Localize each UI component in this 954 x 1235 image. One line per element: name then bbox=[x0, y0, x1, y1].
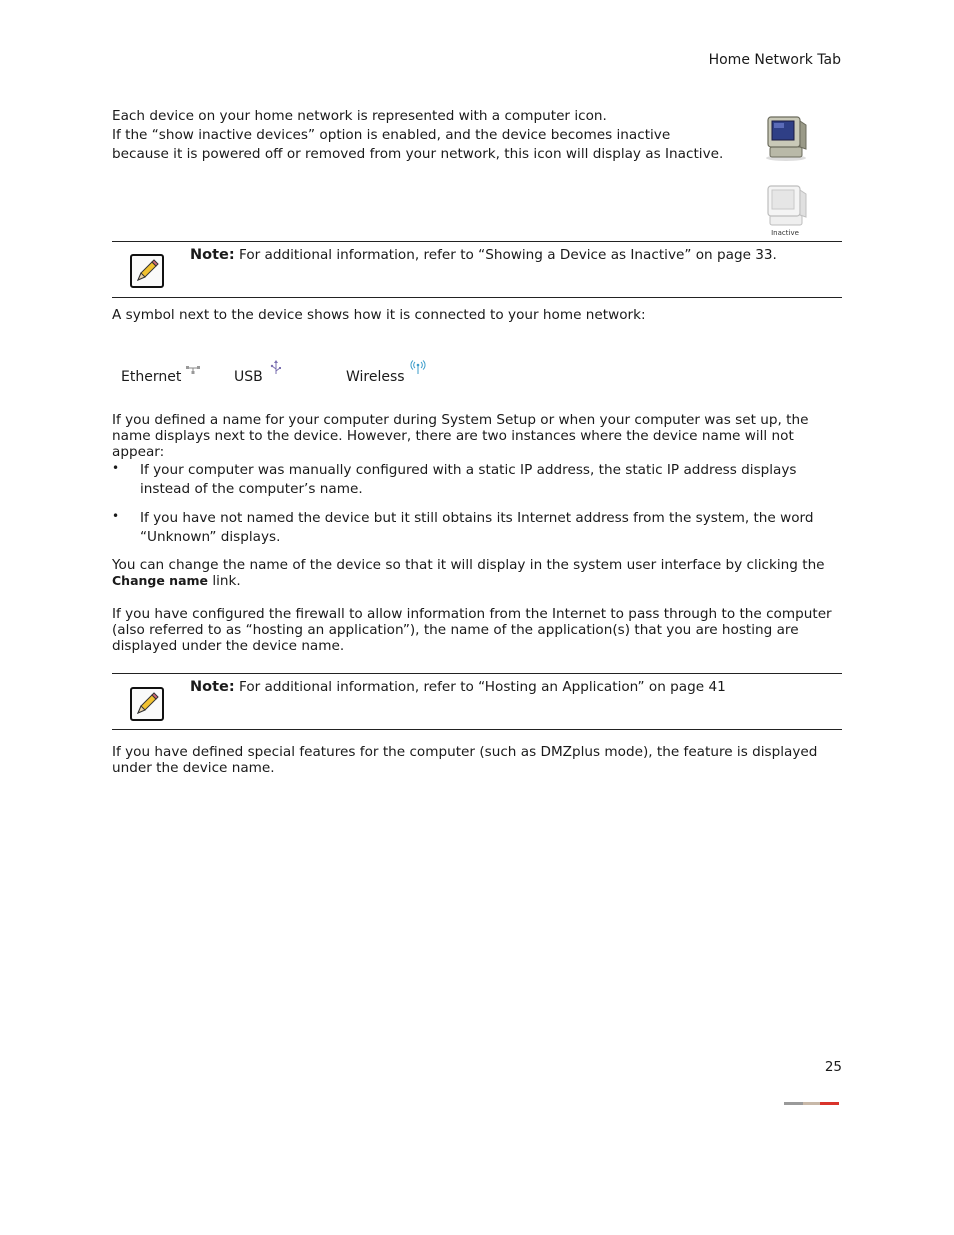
note-bottom-rule bbox=[112, 297, 842, 298]
bullet-marker: • bbox=[112, 461, 120, 475]
note-body: For additional information, refer to “Showing a Device as Inactive” on page 33. bbox=[234, 247, 777, 263]
note-top-rule bbox=[112, 241, 842, 242]
ethernet-label: Ethernet bbox=[121, 369, 182, 385]
intro-line: because it is powered off or removed from your network, this icon will display as Inactive. bbox=[112, 146, 724, 162]
change-name-text-before: You can change the name of the device so that it will display in the system user interface by clicking the bbox=[112, 557, 825, 573]
list-item-text: If your computer was manually configured with a static IP address, the static IP address displays instead of the computer’s name. bbox=[140, 462, 797, 497]
usb-label: USB bbox=[234, 369, 263, 385]
note-text bbox=[190, 246, 840, 265]
bullet-marker: • bbox=[112, 509, 120, 523]
intro-line: If the “show inactive devices” option is enabled, and the device becomes inactive bbox=[112, 127, 671, 143]
features-paragraph: If you have defined special features for the computer (such as DMZplus mode), the feature is displayed under the device name. bbox=[112, 744, 818, 776]
wireless-label: Wireless bbox=[346, 369, 405, 385]
note-bottom-rule bbox=[112, 729, 842, 730]
pencil-note-icon bbox=[130, 687, 164, 721]
note-label: Note: bbox=[190, 679, 235, 695]
running-header: Home Network Tab bbox=[708, 52, 841, 68]
usb-icon bbox=[270, 360, 282, 376]
change-name-paragraph bbox=[112, 557, 842, 589]
intro-paragraph bbox=[112, 107, 742, 164]
wireless-icon bbox=[410, 360, 426, 374]
footer-bar-gray bbox=[784, 1102, 803, 1105]
active-computer-icon bbox=[760, 113, 812, 163]
note-label: Note: bbox=[190, 247, 235, 263]
change-name-text-after: link. bbox=[208, 573, 241, 589]
pencil-note-icon bbox=[130, 254, 164, 288]
change-name-link: Change name bbox=[112, 573, 209, 588]
footer-bar-tan bbox=[803, 1102, 820, 1105]
inactive-caption: Inactive bbox=[771, 229, 799, 237]
footer-bar-red bbox=[820, 1102, 839, 1105]
inactive-computer-icon bbox=[760, 183, 812, 231]
pencil-icon bbox=[132, 689, 162, 719]
intro-line: Each device on your home network is represented with a computer icon. bbox=[112, 108, 607, 124]
note-body: For additional information, refer to “Hosting an Application” on page 41 bbox=[234, 679, 726, 695]
ethernet-icon bbox=[185, 362, 201, 374]
symbol-intro-paragraph: A symbol next to the device shows how it is connected to your home network: bbox=[112, 307, 646, 323]
list-item-text: If you have not named the device but it still obtains its Internet address from the system, the word “Unknown” displays. bbox=[140, 510, 814, 545]
page-number: 25 bbox=[824, 1059, 842, 1075]
note-top-rule bbox=[112, 673, 842, 674]
firewall-paragraph: If you have configured the firewall to allow information from the Internet to pass through to the computer (also referred to as “hosting an application”), the name of the application(s) that you are hosting are displayed under the device name. bbox=[112, 606, 832, 654]
note-text bbox=[190, 678, 840, 697]
device-name-paragraph: If you defined a name for your computer during System Setup or when your computer was set up, the name displays next to the device. However, there are two instances where the device name will not appear: bbox=[112, 412, 809, 460]
pencil-icon bbox=[132, 256, 162, 286]
